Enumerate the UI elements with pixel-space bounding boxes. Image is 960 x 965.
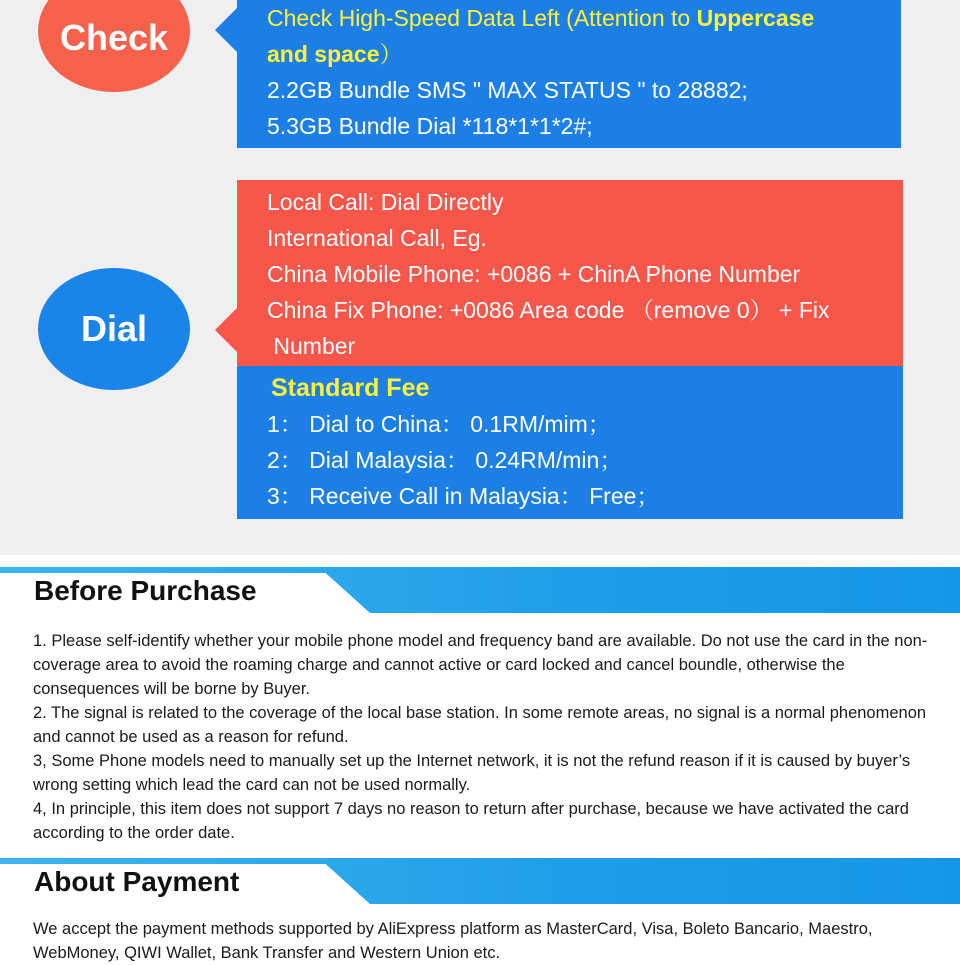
about-payment-text (33, 917, 933, 965)
check-badge-label: Check (59, 17, 169, 58)
dial-line: China Mobile Phone: +0086 + ChinA Phone Number (267, 261, 801, 287)
before-purchase-paragraph: 4, In principle, this item does not support 7 days no reason to return after purchase, because we have activated the card according to the order date. (33, 800, 909, 842)
fee-item: 3： Receive Call in Malaysia： Free； (267, 483, 660, 509)
fee-item: 1： Dial to China： 0.1RM/mim； (267, 411, 611, 437)
check-info-box (237, 0, 901, 148)
check-line-1-text: Check High-Speed Data Left (Attention to (267, 5, 697, 31)
before-purchase-title: Before Purchase (34, 575, 257, 606)
dial-line: Number (267, 333, 356, 359)
check-line-1-emphasis: Uppercase (696, 5, 815, 31)
before-purchase-paragraph: 2. The signal is related to the coverage of the local base station. In some remote areas, no signal is a normal phenomenon and cannot be used as a reason for refund. (33, 704, 927, 746)
check-badge (38, 0, 190, 92)
check-line-2-text: ） (379, 41, 403, 67)
dial-info-box (237, 180, 903, 366)
fee-info-box (237, 366, 903, 519)
check-line-2 (267, 36, 901, 72)
about-payment-title: About Payment (34, 866, 240, 897)
before-purchase-text (33, 629, 933, 845)
dial-line: China Fix Phone: +0086 Area code （remove 0） + Fix (267, 297, 830, 323)
fee-item: 2： Dial Malaysia： 0.24RM/min； (267, 447, 623, 473)
about-payment-paragraph: We accept the payment methods supported by AliExpress platform as MasterCard, Visa, Boleto Bancario, Maestro, WebMoney, QIWI Wallet, Bank Transfer and Western Union etc. (33, 920, 873, 962)
check-line-3: 2.2GB Bundle SMS " MAX STATUS " to 28882; (267, 77, 748, 103)
before-purchase-paragraph: 1. Please self-identify whether your mobile phone model and frequency band are available. Do not use the card in the non-coverage area to avoid the roaming charge and cannot active or card locked and cancel boundle, otherwise the consequences will be borne by Buyer. (33, 632, 928, 698)
before-purchase-paragraph: 3, Some Phone models need to manually set up the Internet network, it is not the refund reason if it is caused by buyer’s wrong setting which lead the card can not be used normally. (33, 752, 911, 794)
dial-line: International Call, Eg. (267, 225, 487, 251)
check-line-2-emphasis: and space (267, 41, 380, 67)
fee-title: Standard Fee (271, 374, 430, 402)
dial-badge-label: Dial (80, 308, 148, 349)
dial-line: Local Call: Dial Directly (267, 189, 504, 215)
check-line-1 (267, 0, 901, 36)
check-line-4: 5.3GB Bundle Dial *118*1*1*2#; (267, 113, 593, 139)
dial-badge (38, 268, 190, 390)
